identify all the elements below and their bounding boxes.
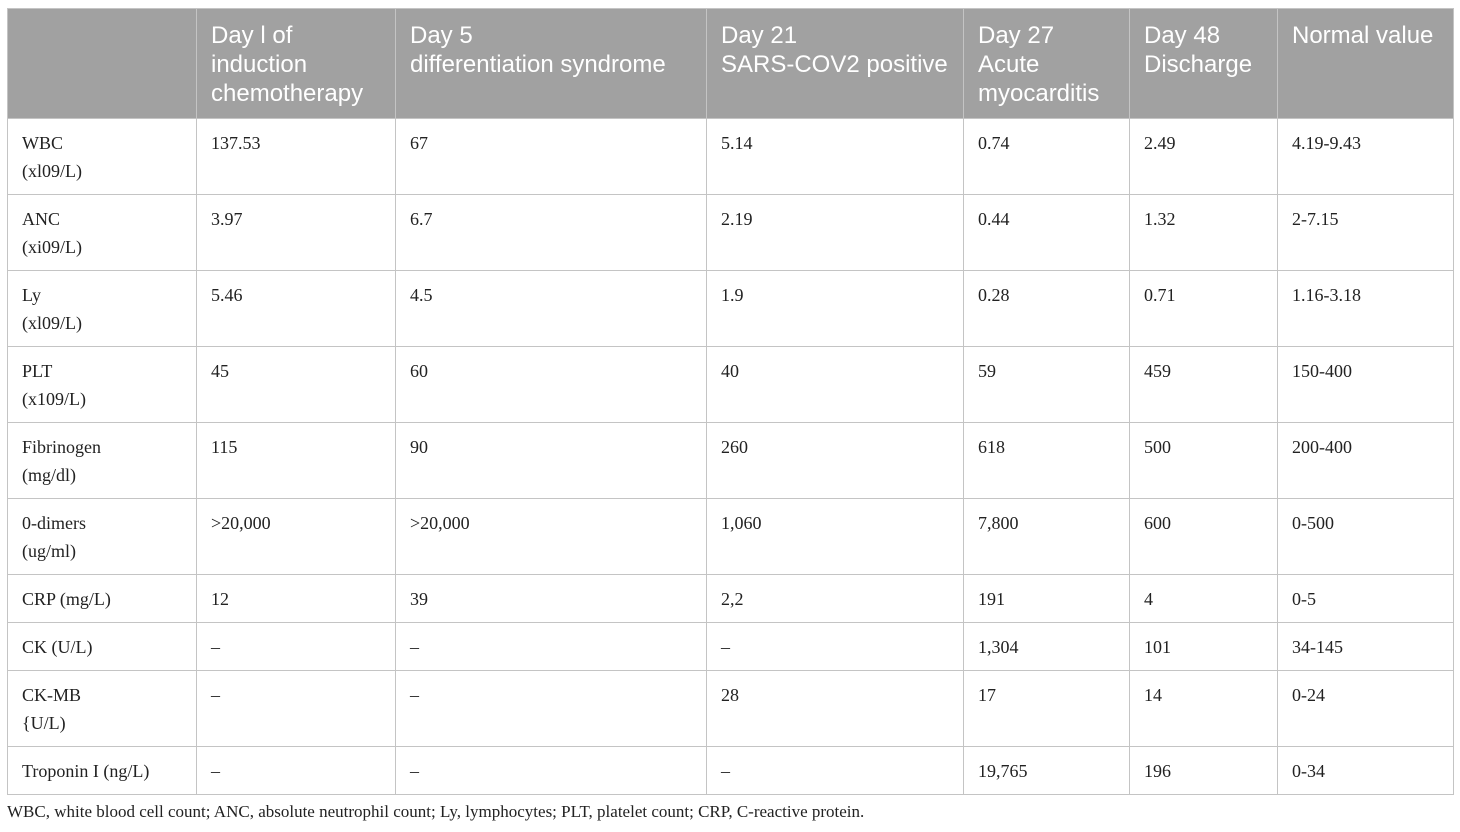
cell-day-48: 2.49 <box>1130 119 1278 195</box>
cell-day-1: >20,000 <box>197 499 396 575</box>
lab-values-table <box>7 8 1454 795</box>
cell-day-21: 2,2 <box>707 575 964 623</box>
cell-normal-value: 150-400 <box>1278 347 1454 423</box>
cell-day-48: 600 <box>1130 499 1278 575</box>
cell-day-5: – <box>396 671 707 747</box>
table-row <box>8 499 1454 575</box>
header-cell-day-1: Day l of induction chemotherapy <box>197 9 396 119</box>
table-row <box>8 423 1454 499</box>
cell-normal-value: 0-34 <box>1278 747 1454 795</box>
cell-parameter: Ly (xl09/L) <box>8 271 197 347</box>
cell-day-5: 4.5 <box>396 271 707 347</box>
cell-day-5: 60 <box>396 347 707 423</box>
table-row <box>8 195 1454 271</box>
cell-parameter: WBC (xl09/L) <box>8 119 197 195</box>
cell-day-48: 0.71 <box>1130 271 1278 347</box>
cell-parameter: CK-MB {U/L) <box>8 671 197 747</box>
cell-normal-value: 34-145 <box>1278 623 1454 671</box>
table-row <box>8 747 1454 795</box>
cell-day-1: 137.53 <box>197 119 396 195</box>
cell-day-27: 1,304 <box>964 623 1130 671</box>
header-cell-blank <box>8 9 197 119</box>
table-body <box>8 119 1454 795</box>
cell-day-1: – <box>197 747 396 795</box>
header-cell-day-27: Day 27 Acute myocarditis <box>964 9 1130 119</box>
cell-parameter: ANC (xi09/L) <box>8 195 197 271</box>
cell-day-5: – <box>396 623 707 671</box>
cell-day-27: 0.44 <box>964 195 1130 271</box>
cell-day-27: 0.28 <box>964 271 1130 347</box>
cell-day-27: 0.74 <box>964 119 1130 195</box>
cell-day-21: 40 <box>707 347 964 423</box>
cell-day-1: 3.97 <box>197 195 396 271</box>
cell-day-21: – <box>707 623 964 671</box>
cell-day-5: 39 <box>396 575 707 623</box>
cell-day-27: 7,800 <box>964 499 1130 575</box>
cell-normal-value: 0-5 <box>1278 575 1454 623</box>
cell-normal-value: 2-7.15 <box>1278 195 1454 271</box>
table-row <box>8 623 1454 671</box>
cell-day-1: 12 <box>197 575 396 623</box>
cell-day-27: 618 <box>964 423 1130 499</box>
cell-day-21: 1.9 <box>707 271 964 347</box>
lab-values-table-container <box>7 8 1453 795</box>
cell-day-27: 191 <box>964 575 1130 623</box>
cell-day-48: 101 <box>1130 623 1278 671</box>
cell-parameter: CRP (mg/L) <box>8 575 197 623</box>
cell-day-1: 5.46 <box>197 271 396 347</box>
cell-day-48: 459 <box>1130 347 1278 423</box>
cell-day-21: 2.19 <box>707 195 964 271</box>
cell-normal-value: 1.16-3.18 <box>1278 271 1454 347</box>
cell-day-1: 45 <box>197 347 396 423</box>
table-row <box>8 347 1454 423</box>
cell-day-21: 5.14 <box>707 119 964 195</box>
cell-parameter: 0-dimers (ug/ml) <box>8 499 197 575</box>
cell-day-5: >20,000 <box>396 499 707 575</box>
cell-day-1: 115 <box>197 423 396 499</box>
cell-normal-value: 0-500 <box>1278 499 1454 575</box>
cell-day-1: – <box>197 671 396 747</box>
cell-day-27: 17 <box>964 671 1130 747</box>
cell-parameter: CK (U/L) <box>8 623 197 671</box>
header-cell-day-5: Day 5 differentiation syndrome <box>396 9 707 119</box>
table-row <box>8 575 1454 623</box>
cell-parameter: Troponin I (ng/L) <box>8 747 197 795</box>
cell-day-48: 14 <box>1130 671 1278 747</box>
cell-day-27: 19,765 <box>964 747 1130 795</box>
cell-parameter: Fibrinogen (mg/dl) <box>8 423 197 499</box>
header-cell-day-21: Day 21 SARS-COV2 positive <box>707 9 964 119</box>
cell-day-48: 1.32 <box>1130 195 1278 271</box>
header-cell-day-48: Day 48 Discharge <box>1130 9 1278 119</box>
cell-day-48: 196 <box>1130 747 1278 795</box>
cell-parameter: PLT (x109/L) <box>8 347 197 423</box>
table-row <box>8 271 1454 347</box>
cell-day-1: – <box>197 623 396 671</box>
table-footnote: WBC, white blood cell count; ANC, absolute neutrophil count; Ly, lymphocytes; PLT, platelet count; CRP, C-reactive protein. <box>7 802 865 821</box>
cell-day-5: 90 <box>396 423 707 499</box>
cell-day-5: 6.7 <box>396 195 707 271</box>
cell-normal-value: 200-400 <box>1278 423 1454 499</box>
table-row <box>8 671 1454 747</box>
table-row <box>8 119 1454 195</box>
cell-normal-value: 0-24 <box>1278 671 1454 747</box>
cell-day-21: 1,060 <box>707 499 964 575</box>
cell-day-48: 500 <box>1130 423 1278 499</box>
cell-day-21: 260 <box>707 423 964 499</box>
cell-day-21: 28 <box>707 671 964 747</box>
cell-normal-value: 4.19-9.43 <box>1278 119 1454 195</box>
header-cell-normal-value: Normal value <box>1278 9 1454 119</box>
table-header-row <box>8 9 1454 119</box>
cell-day-5: – <box>396 747 707 795</box>
cell-day-48: 4 <box>1130 575 1278 623</box>
cell-day-21: – <box>707 747 964 795</box>
cell-day-27: 59 <box>964 347 1130 423</box>
cell-day-5: 67 <box>396 119 707 195</box>
